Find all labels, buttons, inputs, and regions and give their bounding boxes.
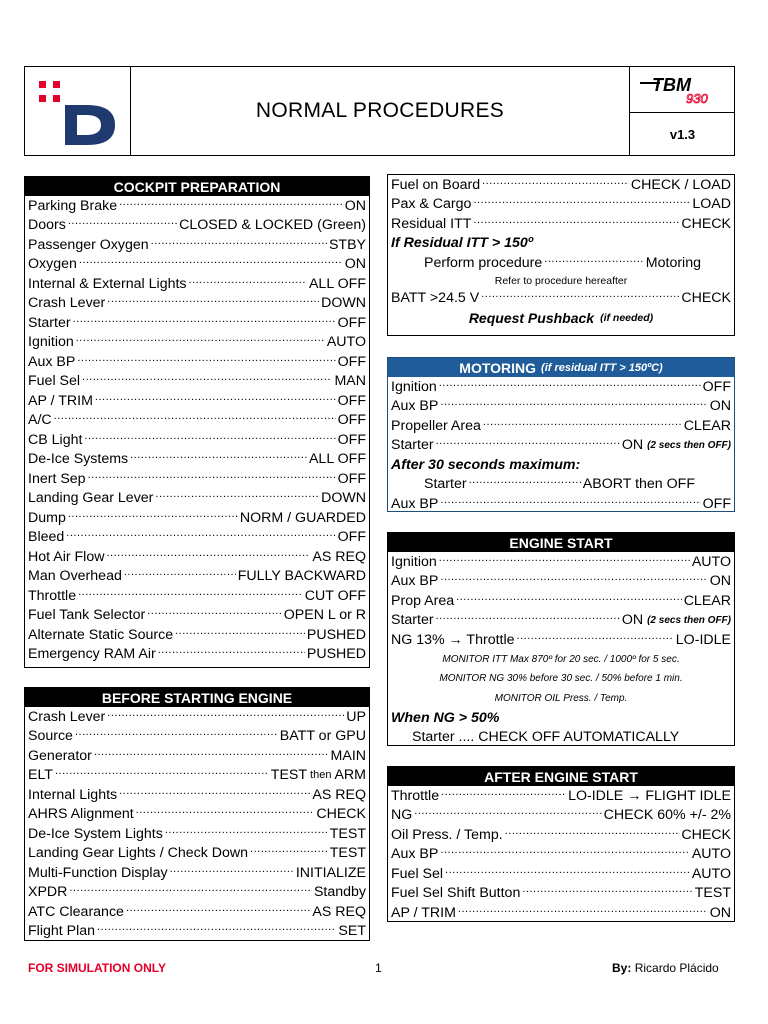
checklist-row: [25, 216, 369, 236]
checklist-item: De-Ice System Lights: [28, 825, 163, 842]
checklist-item: NG: [391, 807, 413, 824]
checklist-value: CHECK 60% +/- 2%: [603, 807, 731, 824]
checklist-row: [388, 884, 734, 904]
checklist-item: Flight Plan: [28, 923, 96, 940]
leader-dots: [107, 711, 344, 723]
checklist-value: OFF: [337, 353, 366, 370]
leader-dots: [75, 730, 278, 742]
checklist-row: [25, 196, 369, 216]
checklist-row: [25, 625, 369, 645]
checklist-value: STBY: [328, 236, 366, 253]
monitor-note: MONITOR ITT Max 870º for 20 sec. / 1000º for 5 sec.: [442, 653, 680, 665]
motoring-section: [387, 357, 735, 512]
checklist-row: [25, 508, 369, 528]
checklist-item: Fuel Sel: [391, 865, 444, 882]
svg-text:TBM: TBM: [652, 75, 691, 95]
checklist-value: OFF: [337, 529, 366, 546]
checklist-item: AHRS Alignment: [28, 806, 134, 823]
checklist-row: Propeller Area ..... CLEAR: [388, 416, 734, 436]
leader-dots: [119, 200, 343, 212]
leader-dots: [151, 239, 327, 251]
checklist-item: AP / TRIM: [391, 904, 456, 921]
pushback-row: Request Pushback (if needed): [468, 309, 654, 326]
checklist-value: TEST: [329, 825, 366, 842]
d-logo-icon: [25, 67, 130, 155]
checklist-item: Oxygen: [28, 256, 77, 273]
checklist-value: TEST: [329, 845, 366, 862]
checklist-row: [25, 863, 369, 883]
checklist-value: AS REQ: [312, 903, 366, 920]
checklist-item: Hot Air Flow: [28, 548, 105, 565]
checklist-row: [25, 274, 369, 294]
leader-dots: [119, 789, 310, 801]
leader-dots: [522, 887, 692, 899]
checklist-row: Prop Area ..... CLEAR: [388, 591, 734, 611]
document-header: [24, 66, 735, 156]
checklist-row: [25, 489, 369, 509]
checklist-value: OFF: [337, 470, 366, 487]
checklist-row: [25, 567, 369, 587]
checklist-row: [25, 785, 369, 805]
checklist-row: BATT >24.5 V ..... CHECK: [388, 289, 734, 309]
section-header: AFTER ENGINE START: [388, 767, 734, 786]
leader-dots: [107, 297, 319, 309]
leader-dots: [175, 629, 305, 641]
checklist-item: XPDR: [28, 884, 68, 901]
leader-dots: [95, 395, 336, 407]
checklist-row: [388, 903, 734, 923]
leader-dots: [68, 219, 177, 231]
leader-dots: [136, 808, 315, 820]
checklist-row: [25, 333, 369, 353]
checklist-item: Throttle: [28, 587, 77, 604]
refer-note: Refer to procedure hereafter: [494, 274, 628, 287]
tbm-brand-logo: [630, 67, 735, 113]
checklist-row: [25, 450, 369, 470]
checklist-value: AUTO: [326, 334, 366, 351]
leader-dots: [79, 258, 343, 270]
checklist-row: Starter ..... ABORT then OFF: [388, 475, 734, 495]
checklist-row: [388, 786, 734, 806]
checklist-row: NG 13% → Throttle ..... LO-IDLE: [388, 630, 734, 650]
checklist-item: Passenger Oxygen: [28, 236, 149, 253]
checklist-value: PUSHED: [306, 646, 366, 663]
checklist-item: Fuel Tank Selector: [28, 607, 146, 624]
prestart-checks-section: [387, 174, 735, 336]
checklist-value: AS REQ: [312, 786, 366, 803]
leader-dots: [69, 886, 312, 898]
checklist-row: Starter .... CHECK OFF AUTOMATICALLY: [412, 729, 680, 746]
checklist-row: [25, 430, 369, 450]
checklist-row: [25, 844, 369, 864]
checklist-item: Multi-Function Display: [28, 864, 168, 881]
leader-dots: [68, 512, 238, 524]
checklist-item: Starter: [28, 314, 71, 331]
company-logo: [25, 67, 131, 155]
checklist-item: Bleed: [28, 529, 65, 546]
checklist-value: OFF: [337, 314, 366, 331]
after-engine-start-section: [387, 766, 735, 922]
checklist-row: [25, 883, 369, 903]
checklist-row: [25, 606, 369, 626]
checklist-value: MAN: [334, 373, 366, 390]
leader-dots: [165, 828, 328, 840]
checklist-item: A/C: [28, 412, 52, 429]
leader-dots: [73, 317, 336, 329]
checklist-item: AP / TRIM: [28, 392, 93, 409]
checklist-item: Doors: [28, 217, 66, 234]
leader-dots: [440, 848, 690, 860]
checklist-value: SET: [338, 923, 366, 940]
condition-label: After 30 seconds maximum:: [391, 456, 581, 473]
leader-dots: [97, 925, 336, 937]
section-header: ENGINE START: [388, 533, 734, 552]
checklist-value: NORM / GUARDED: [239, 509, 366, 526]
checklist-row: [25, 528, 369, 548]
page-number: 1: [375, 961, 382, 975]
checklist-value: TEST: [694, 885, 731, 902]
checklist-row: [25, 707, 369, 727]
author-credit: By: Ricardo Plácido: [612, 961, 719, 975]
checklist-row: Perform procedure ..... Motoring: [388, 253, 734, 273]
checklist-item: Aux BP: [28, 353, 76, 370]
checklist-item: Throttle: [391, 787, 440, 804]
checklist-row: [25, 372, 369, 392]
checklist-item: Oil Press. / Temp.: [391, 826, 503, 843]
checklist-item: Crash Lever: [28, 295, 106, 312]
checklist-value: OPEN L or R: [283, 607, 366, 624]
checklist-value: ON: [344, 197, 366, 214]
condition-label: If Residual ITT > 150º: [391, 235, 533, 252]
checklist-value: CHECK: [681, 826, 731, 843]
header-right-block: [629, 67, 735, 155]
simulation-only-label: FOR SIMULATION ONLY: [28, 961, 166, 975]
leader-dots: [124, 570, 236, 582]
checklist-row: Fuel on Board ..... CHECK / LOAD: [388, 175, 734, 195]
section-header: MOTORING (if residual ITT > 150ºC): [388, 358, 734, 377]
version-label: v1.3: [669, 126, 696, 142]
checklist-row: [25, 235, 369, 255]
checklist-row: [388, 864, 734, 884]
leader-dots: [170, 867, 294, 879]
leader-dots: [88, 473, 336, 485]
section-header: COCKPIT PREPARATION: [25, 177, 369, 196]
leader-dots: [155, 492, 319, 504]
leader-dots: [55, 769, 269, 781]
checklist-row: Starter ..... ON (2 secs then OFF): [388, 611, 734, 631]
checklist-value: MAIN: [330, 747, 366, 764]
leader-dots: [458, 907, 708, 919]
before-starting-engine-section: [24, 687, 370, 941]
checklist-value: BATT or GPU: [279, 728, 366, 745]
checklist-item: Internal Lights: [28, 786, 118, 803]
checklist-row: Starter ..... ON (2 secs then OFF): [388, 436, 734, 456]
leader-dots: [84, 434, 335, 446]
checklist-value: AUTO: [691, 865, 731, 882]
leader-dots: [250, 847, 328, 859]
checklist-item: Fuel Sel Shift Button: [391, 885, 521, 902]
checklist-row: [388, 806, 734, 826]
checklist-item: Source: [28, 728, 73, 745]
leader-dots: [82, 375, 332, 387]
checklist-row: [25, 313, 369, 333]
checklist-item: Aux BP: [391, 846, 439, 863]
checklist-value: OFF: [337, 412, 366, 429]
engine-start-section: [387, 532, 735, 746]
checklist-row: [388, 845, 734, 865]
checklist-item: ELT: [28, 767, 53, 784]
leader-dots: [445, 868, 690, 880]
checklist-value: DOWN: [321, 490, 366, 507]
checklist-value: UP: [346, 708, 366, 725]
then-label: then: [310, 769, 332, 782]
checklist-row: [25, 727, 369, 747]
checklist-value: ALL OFF: [308, 451, 366, 468]
checklist-row: [25, 255, 369, 275]
checklist-row: [25, 411, 369, 431]
checklist-item: CB Light: [28, 431, 83, 448]
leader-dots: [94, 750, 329, 762]
checklist-value: PUSHED: [306, 626, 366, 643]
checklist-row: Ignition ..... OFF: [388, 377, 734, 397]
checklist-item: Fuel Sel: [28, 373, 81, 390]
checklist-value: ALL OFF: [308, 275, 366, 292]
checklist-row: [25, 294, 369, 314]
checklist-value: CLOSED & LOCKED (Green): [179, 217, 366, 234]
checklist-row: [25, 805, 369, 825]
section-header: BEFORE STARTING ENGINE: [25, 688, 369, 707]
checklist-item: Landing Gear Lever: [28, 490, 154, 507]
checklist-row: Aux BP ..... OFF: [388, 494, 734, 514]
checklist-item: Emergency RAM Air: [28, 646, 156, 663]
checklist-row: Ignition ..... AUTO: [388, 552, 734, 572]
checklist-value: ON: [709, 904, 731, 921]
leader-dots: [78, 590, 303, 602]
checklist-row: [25, 586, 369, 606]
checklist-value: ON: [344, 256, 366, 273]
checklist-item: Dump: [28, 509, 66, 526]
checklist-item: Generator: [28, 747, 92, 764]
checklist-item: Man Overhead: [28, 568, 122, 585]
checklist-value: OFF: [337, 392, 366, 409]
checklist-row: [25, 645, 369, 665]
checklist-row: [25, 922, 369, 942]
page-title: NORMAL PROCEDURES: [255, 99, 505, 122]
checklist-item: Inert Sep: [28, 470, 86, 487]
checklist-row: [25, 766, 369, 786]
checklist-value: DOWN: [321, 295, 366, 312]
leader-dots: [66, 531, 335, 543]
checklist-row: [25, 352, 369, 372]
leader-dots: [414, 809, 601, 821]
tbm-930-logo-icon: [630, 67, 734, 111]
leader-dots: [147, 609, 281, 621]
leader-dots: [130, 453, 307, 465]
checklist-row: [25, 746, 369, 766]
checklist-item: De-Ice Systems: [28, 451, 129, 468]
leader-dots: [158, 648, 305, 660]
checklist-value: CUT OFF: [304, 587, 366, 604]
leader-dots: [54, 414, 336, 426]
leader-dots: [441, 790, 566, 802]
checklist-row: [25, 547, 369, 567]
monitor-note: MONITOR OIL Press. / Temp.: [494, 692, 628, 704]
checklist-row: Aux BP ..... ON: [388, 397, 734, 417]
checklist-value: Standby: [313, 884, 366, 901]
checklist-value: FULLY BACKWARD: [237, 568, 366, 585]
leader-dots: [77, 356, 335, 368]
leader-dots: [505, 829, 680, 841]
checklist-value: CHECK: [316, 806, 366, 823]
cockpit-preparation-section: [24, 176, 370, 668]
checklist-item: Internal & External Lights: [28, 275, 187, 292]
monitor-note: MONITOR NG 30% before 30 sec. / 50% before 1 min.: [439, 673, 683, 685]
condition-label: When NG > 50%: [391, 709, 500, 726]
checklist-item: Ignition: [28, 334, 74, 351]
checklist-row: [25, 391, 369, 411]
checklist-value: LO-IDLE → FLIGHT IDLE: [568, 787, 731, 804]
checklist-value: OFF: [337, 431, 366, 448]
checklist-value: INITIALIZE: [295, 864, 366, 881]
checklist-row: [25, 469, 369, 489]
checklist-item: Crash Lever: [28, 708, 106, 725]
checklist-value: ARM: [334, 767, 366, 784]
checklist-item: Parking Brake: [28, 197, 118, 214]
checklist-row: [25, 902, 369, 922]
leader-dots: [126, 906, 310, 918]
checklist-row: [25, 824, 369, 844]
checklist-value: TEST: [270, 767, 308, 784]
checklist-value: AS REQ: [312, 548, 366, 565]
checklist-row: Pax & Cargo ..... LOAD: [388, 195, 734, 215]
checklist-item: Alternate Static Source: [28, 626, 174, 643]
leader-dots: [189, 278, 307, 290]
checklist-value: AUTO: [691, 846, 731, 863]
checklist-row: Aux BP ..... ON: [388, 572, 734, 592]
checklist-row: Residual ITT ..... CHECK: [388, 214, 734, 234]
leader-dots: [76, 336, 325, 348]
svg-text:930: 930: [686, 91, 708, 106]
leader-dots: [106, 551, 310, 563]
checklist-row: [388, 825, 734, 845]
checklist-item: Landing Gear Lights / Check Down: [28, 845, 249, 862]
checklist-item: ATC Clearance: [28, 903, 124, 920]
